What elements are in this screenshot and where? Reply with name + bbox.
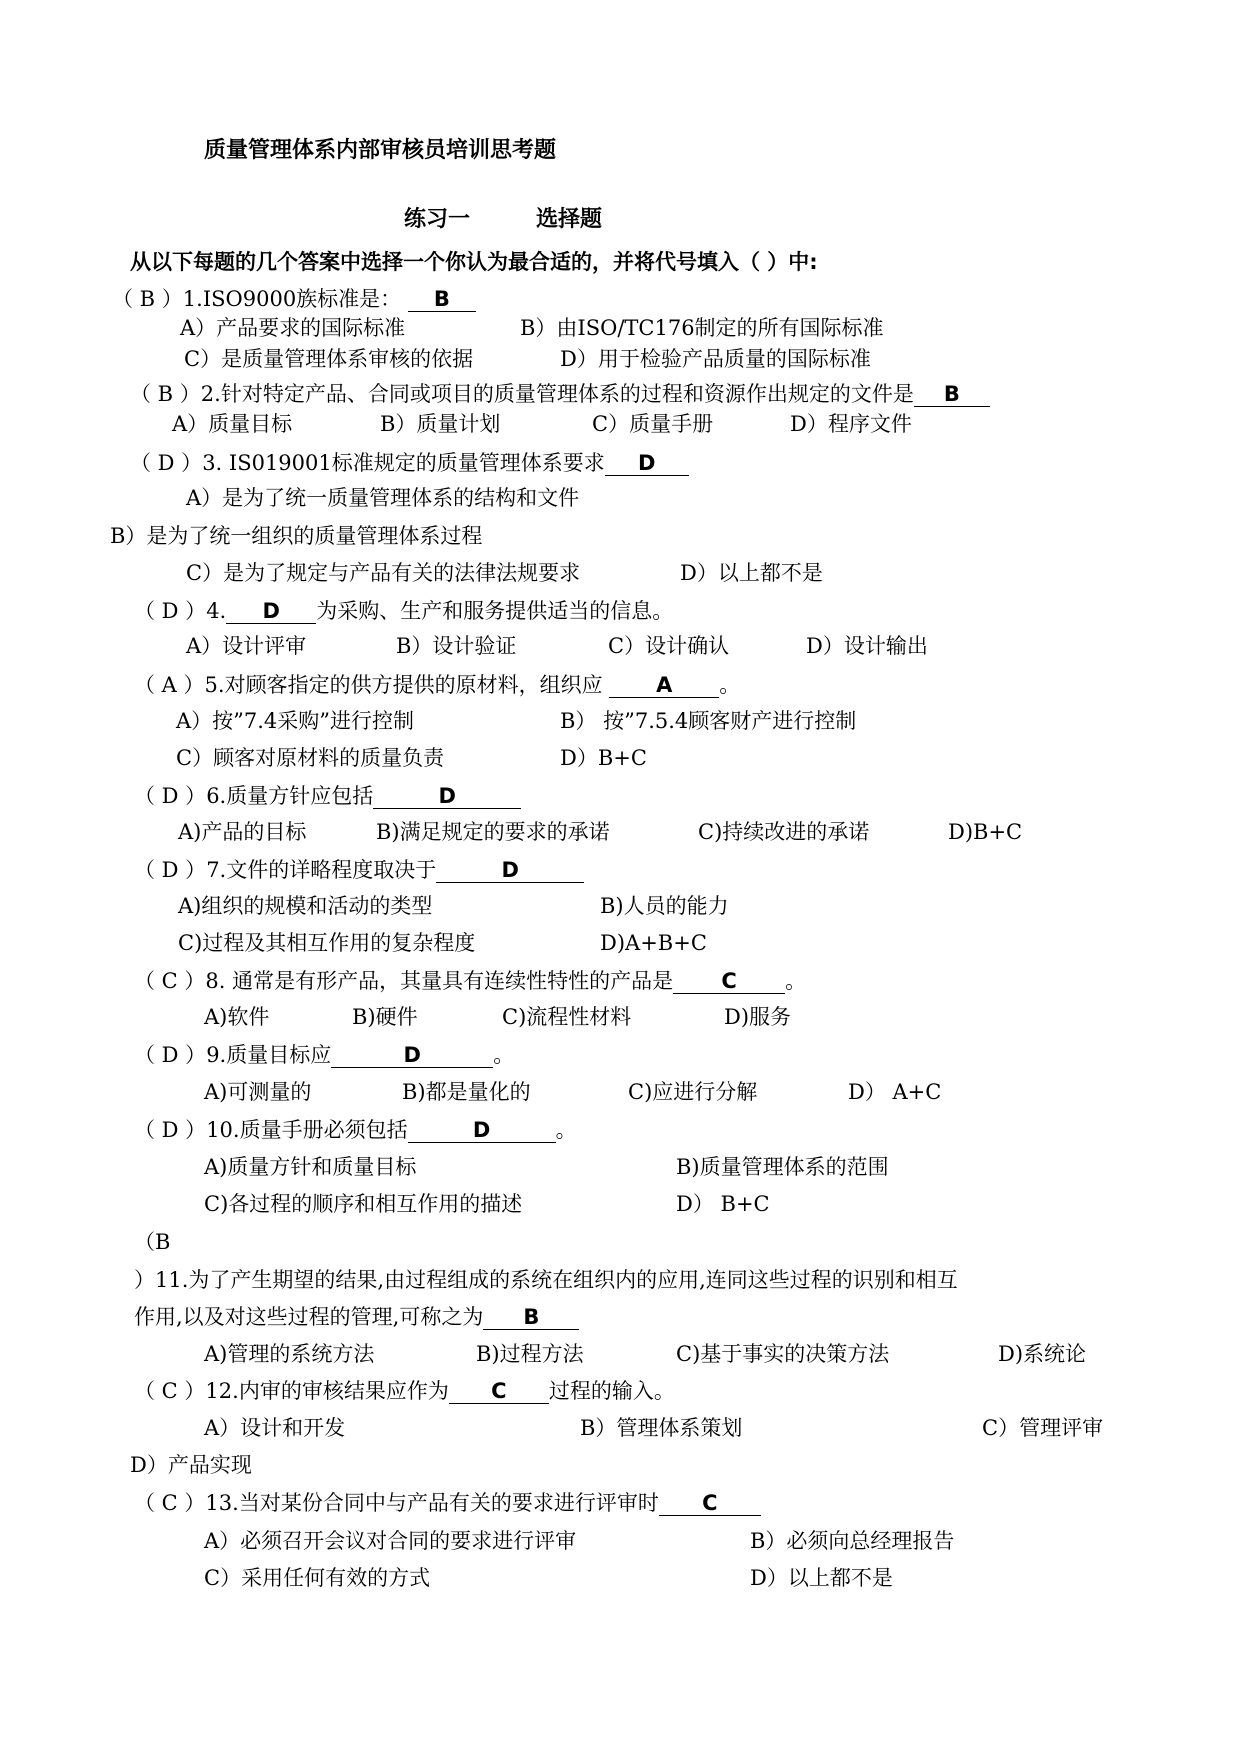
option: B）质量计划 [380, 412, 501, 436]
option: D）产品实现 [130, 1453, 252, 1477]
question-text: 13.当对某份合同中与产品有关的要求进行评审时 [205, 1491, 659, 1515]
document-title: 质量管理体系内部审核员培训思考题 [204, 138, 557, 163]
option: A）质量目标 [172, 412, 293, 436]
option: A)管理的系统方法 [204, 1342, 375, 1366]
question-11-cont [134, 1303, 579, 1331]
option: B）设计验证 [396, 634, 517, 658]
option: A）按”7.4采购”进行控制 [176, 709, 415, 733]
question-mark: （ D ） [134, 784, 207, 808]
question-text: 作用,以及对这些过程的管理,可称之为 [134, 1305, 484, 1329]
answer-blank: D [436, 858, 584, 883]
option: B)人员的能力 [600, 894, 729, 918]
option: A）设计和开发 [204, 1416, 346, 1440]
option: B)硬件 [352, 1005, 418, 1029]
question-text: 5.对顾客指定的供方提供的原材料，组织应 [204, 673, 603, 697]
option: B）必须向总经理报告 [750, 1529, 955, 1553]
option: D）以上都不是 [750, 1566, 893, 1590]
question-5 [134, 671, 740, 699]
question-mark: （ D ） [130, 451, 203, 475]
question-text: 2.针对特定产品、合同或项目的质量管理体系的过程和资源作出规定的文件是 [200, 382, 914, 406]
option: C）顾客对原材料的质量负责 [176, 746, 445, 770]
question-3 [130, 449, 689, 477]
question-mark: （ D ） [134, 1118, 207, 1142]
question-text: 4. [206, 599, 227, 623]
answer-blank: D [331, 1043, 493, 1068]
option: C）设计确认 [608, 634, 730, 658]
answer-blank: D [373, 784, 521, 809]
instruction: 从以下每题的几个答案中选择一个你认为最合适的，并将代号填入（ ）中: [130, 250, 818, 274]
question-6 [134, 782, 521, 810]
question-7 [134, 856, 584, 884]
option: A)可测量的 [204, 1080, 312, 1104]
answer-blank: B [408, 287, 476, 312]
option: A）产品要求的国际标准 [180, 316, 406, 340]
option: A）设计评审 [186, 634, 307, 658]
question-tail: 。 [555, 1118, 577, 1142]
option: B）管理体系策划 [580, 1416, 743, 1440]
option: B)质量管理体系的范围 [676, 1155, 889, 1179]
option: D)A+B+C [600, 931, 707, 955]
option: C）是质量管理体系审核的依据 [184, 347, 474, 371]
question-text: 10.质量手册必须包括 [206, 1118, 408, 1142]
question-tail: 。 [719, 673, 741, 697]
question-text: 3. IS019001标准规定的质量管理体系要求 [202, 451, 605, 475]
option: C)持续改进的承诺 [698, 820, 870, 844]
option: D） A+C [848, 1080, 942, 1104]
question-11: ）11.为了产生期望的结果,由过程组成的系统在组织内的应用,连同这些过程的识别和相互 [134, 1268, 958, 1292]
option: D）以上都不是 [680, 561, 823, 585]
question-text: 6.质量方针应包括 [206, 784, 374, 808]
option: D） B+C [676, 1192, 770, 1216]
question-4 [134, 597, 673, 625]
option: C）是为了规定与产品有关的法律法规要求 [186, 561, 581, 585]
question-mark: （ A ） [134, 673, 205, 697]
option: D）程序文件 [790, 412, 912, 436]
option: D）用于检验产品质量的国际标准 [560, 347, 871, 371]
question-text: 8. 通常是有形产品，其量具有连续性特性的产品是 [205, 969, 674, 993]
question-tail: 为采购、生产和服务提供适当的信息。 [316, 599, 674, 623]
option: C）管理评审 [982, 1416, 1104, 1440]
question-10 [134, 1116, 577, 1144]
option: A)产品的目标 [178, 820, 307, 844]
option: B） 按”7.5.4顾客财产进行控制 [560, 709, 857, 733]
question-mark: （ D ） [134, 858, 207, 882]
answer-blank: C [673, 969, 785, 994]
option: B)都是量化的 [402, 1080, 531, 1104]
option: B）是为了统一组织的质量管理体系过程 [110, 524, 483, 548]
question-tail: 。 [493, 1043, 515, 1067]
option: C）采用任何有效的方式 [204, 1566, 431, 1590]
question-13 [134, 1489, 761, 1517]
option: A）必须召开会议对合同的要求进行评审 [204, 1529, 577, 1553]
option: C)各过程的顺序和相互作用的描述 [204, 1192, 523, 1216]
option: C)基于事实的决策方法 [676, 1342, 890, 1366]
exercise-type: 选择题 [536, 207, 603, 232]
question-tail: 过程的输入。 [548, 1379, 675, 1403]
question-2 [130, 380, 990, 408]
option: A)质量方针和质量目标 [204, 1155, 417, 1179]
option: B）由ISO/TC176制定的所有国际标准 [520, 316, 884, 340]
question-1 [112, 285, 476, 313]
question-mark: （ C ） [134, 969, 206, 993]
question-text: 7.文件的详略程度取决于 [206, 858, 437, 882]
option: B)满足规定的要求的承诺 [376, 820, 610, 844]
option: C)应进行分解 [628, 1080, 758, 1104]
question-mark: （ B ） [130, 382, 201, 406]
answer-blank: D [226, 599, 316, 624]
answer-blank: B [483, 1305, 579, 1330]
option: C)过程及其相互作用的复杂程度 [178, 931, 476, 955]
option: B)过程方法 [476, 1342, 584, 1366]
question-mark: （ D ） [134, 1043, 207, 1067]
option: A）是为了统一质量管理体系的结构和文件 [186, 486, 580, 510]
question-tail: 。 [785, 969, 807, 993]
option: C)流程性材料 [502, 1005, 632, 1029]
question-mark: （ D ） [134, 599, 207, 623]
question-8 [134, 967, 806, 995]
option: C）质量手册 [592, 412, 714, 436]
answer-blank: C [659, 1491, 761, 1516]
question-mark: （ C ） [134, 1491, 206, 1515]
option: A)软件 [204, 1005, 270, 1029]
question-text: 9.质量目标应 [206, 1043, 332, 1067]
answer-blank: B [914, 382, 990, 407]
answer-blank: D [408, 1118, 556, 1143]
answer-blank: A [609, 673, 719, 698]
option: D）B+C [560, 746, 647, 770]
question-12 [134, 1377, 675, 1405]
question-11-mark: （B [134, 1230, 171, 1254]
question-text: 12.内审的审核结果应作为 [205, 1379, 449, 1403]
option: A)组织的规模和活动的类型 [178, 894, 433, 918]
option: D）设计输出 [806, 634, 928, 658]
option: D)系统论 [998, 1342, 1087, 1366]
answer-blank: C [449, 1379, 549, 1404]
option: D)服务 [724, 1005, 792, 1029]
question-text: 1.ISO9000族标准是： [182, 287, 402, 311]
option: D)B+C [948, 820, 1023, 844]
question-mark: （ B ） [112, 287, 183, 311]
answer-blank: D [605, 451, 689, 476]
exercise-label: 练习一 [404, 207, 471, 232]
question-9 [134, 1041, 514, 1069]
question-mark: （ C ） [134, 1379, 206, 1403]
